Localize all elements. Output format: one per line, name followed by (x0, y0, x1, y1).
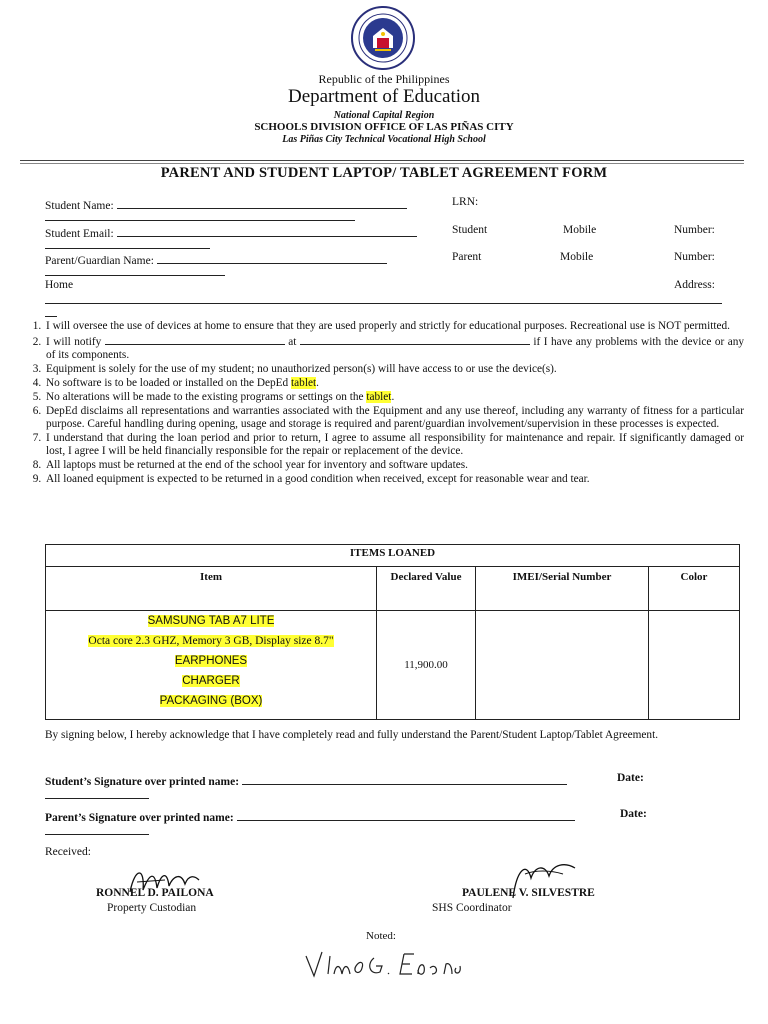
student-signature-field[interactable]: Student’s Signature over printed name: (45, 772, 567, 788)
student-email-field[interactable]: Student Email: (45, 224, 417, 240)
term-item: 4. No software is to be loaded or installed on the DepEd tablet. (44, 377, 744, 390)
parent-mobile-label: Mobile (560, 251, 594, 263)
header-divider (20, 160, 744, 161)
highlight: tablet (366, 391, 392, 403)
student-name-field[interactable]: Student Name: (45, 196, 407, 212)
deped-seal-logo (351, 6, 415, 70)
home-label: Home (45, 279, 74, 291)
form-title: PARENT AND STUDENT LAPTOP/ TABLET AGREEMENT FORM (160, 165, 608, 181)
student-mobile-line[interactable] (45, 236, 210, 252)
student-date-label: Date: (617, 772, 644, 784)
declared-value-cell: 11,900.00 (377, 611, 476, 720)
item-line: CHARGER (182, 675, 240, 687)
item-cell (46, 611, 377, 720)
term-item: 8. All laptops must be returned at the end of the school year for inventory and software updates. (44, 459, 744, 472)
color-cell[interactable] (649, 611, 740, 720)
items-loaned-table (45, 544, 740, 720)
home-address-line[interactable] (45, 291, 722, 307)
coordinator-name: PAULENE V. SILVESTRE (462, 887, 595, 899)
col-item-header: Item (46, 567, 377, 611)
student-name-line-2 (45, 208, 355, 224)
parent-date-line[interactable] (45, 822, 149, 838)
parent-mobile-line[interactable] (45, 263, 225, 279)
terms-list (22, 320, 744, 487)
term-item: 9. All loaned equipment is expected to be returned in a good condition when received, except for reasonable wear and tear. (44, 473, 744, 486)
imei-cell[interactable] (476, 611, 649, 720)
student-number-label: Number: (674, 224, 715, 236)
coordinator-role: SHS Coordinator (432, 902, 512, 914)
highlight: tablet (291, 377, 317, 389)
noted-signature-icon (300, 944, 465, 984)
student-mobile-label: Mobile (563, 224, 597, 236)
republic-line: Republic of the Philippines (318, 72, 450, 86)
guardian-name-field[interactable]: Parent/Guardian Name: (45, 251, 387, 267)
item-line: SAMSUNG TAB A7 LITE (147, 615, 275, 627)
parent-label: Parent (452, 251, 482, 263)
received-label: Received: (45, 846, 91, 858)
noted-label: Noted: (366, 930, 396, 942)
home-address-line-2 (45, 304, 57, 320)
term-item: 1. I will oversee the use of devices at home to ensure that they are used properly and strictly for educational purposes. Recreational use is NOT permitted. (44, 320, 744, 333)
item-line: PACKAGING (BOX) (159, 695, 263, 707)
items-table-caption: ITEMS LOANED (46, 545, 740, 567)
lrn-field[interactable]: LRN: (452, 196, 479, 208)
col-imei-header: IMEI/Serial Number (476, 567, 649, 611)
term-item: 6. DepEd disclaims all representations and warranties associated with the Equipment and any use thereof, including any warranty of fitness for a particular purpose. Careful handling during opening, usage and storage is required and parent/guardian involvement/supervision in these processes is expected. (44, 405, 744, 431)
col-value-header: Declared Value (377, 567, 476, 611)
parent-signature-field[interactable]: Parent’s Signature over printed name: (45, 808, 575, 824)
custodian-name: RONNEL D. PAILONA (96, 887, 214, 899)
student-label: Student (452, 224, 488, 236)
item-line: EARPHONES (174, 655, 248, 667)
header-divider-2 (20, 163, 744, 164)
col-color-header: Color (649, 567, 740, 611)
student-date-line[interactable] (45, 786, 149, 802)
parent-date-label: Date: (620, 808, 647, 820)
term-item: 2. I will notify at if I have any problems with the device or any of its components. (44, 334, 744, 362)
school-line: Las Piñas City Technical Vocational High School (282, 134, 486, 145)
address-label: Address: (674, 279, 715, 291)
parent-number-label: Number: (674, 251, 715, 263)
department-title: Department of Education (287, 86, 481, 107)
term-item: 3. Equipment is solely for the use of my student; no unauthorized person(s) will have access to or use the device(s). (44, 363, 744, 376)
term-item: 7. I understand that during the loan period and prior to return, I agree to assume all responsibility for maintenance and repair. If significantly damaged or lost, I agree I will be held financially responsible for the repair or replacement of the device. (44, 432, 744, 458)
acknowledgement-text: By signing below, I hereby acknowledge that I have completely read and fully understand the Parent/Student Laptop/Tablet Agreement. (45, 729, 659, 741)
term-item: 5. No alterations will be made to the existing programs or settings on the tablet. (44, 391, 744, 404)
region-line: National Capital Region (333, 110, 435, 121)
division-line: SCHOOLS DIVISION OFFICE OF LAS PIÑAS CITY (254, 121, 514, 133)
custodian-role: Property Custodian (107, 902, 197, 914)
item-line: Octa core 2.3 GHZ, Memory 3 GB, Display size 8.7" (88, 635, 334, 647)
